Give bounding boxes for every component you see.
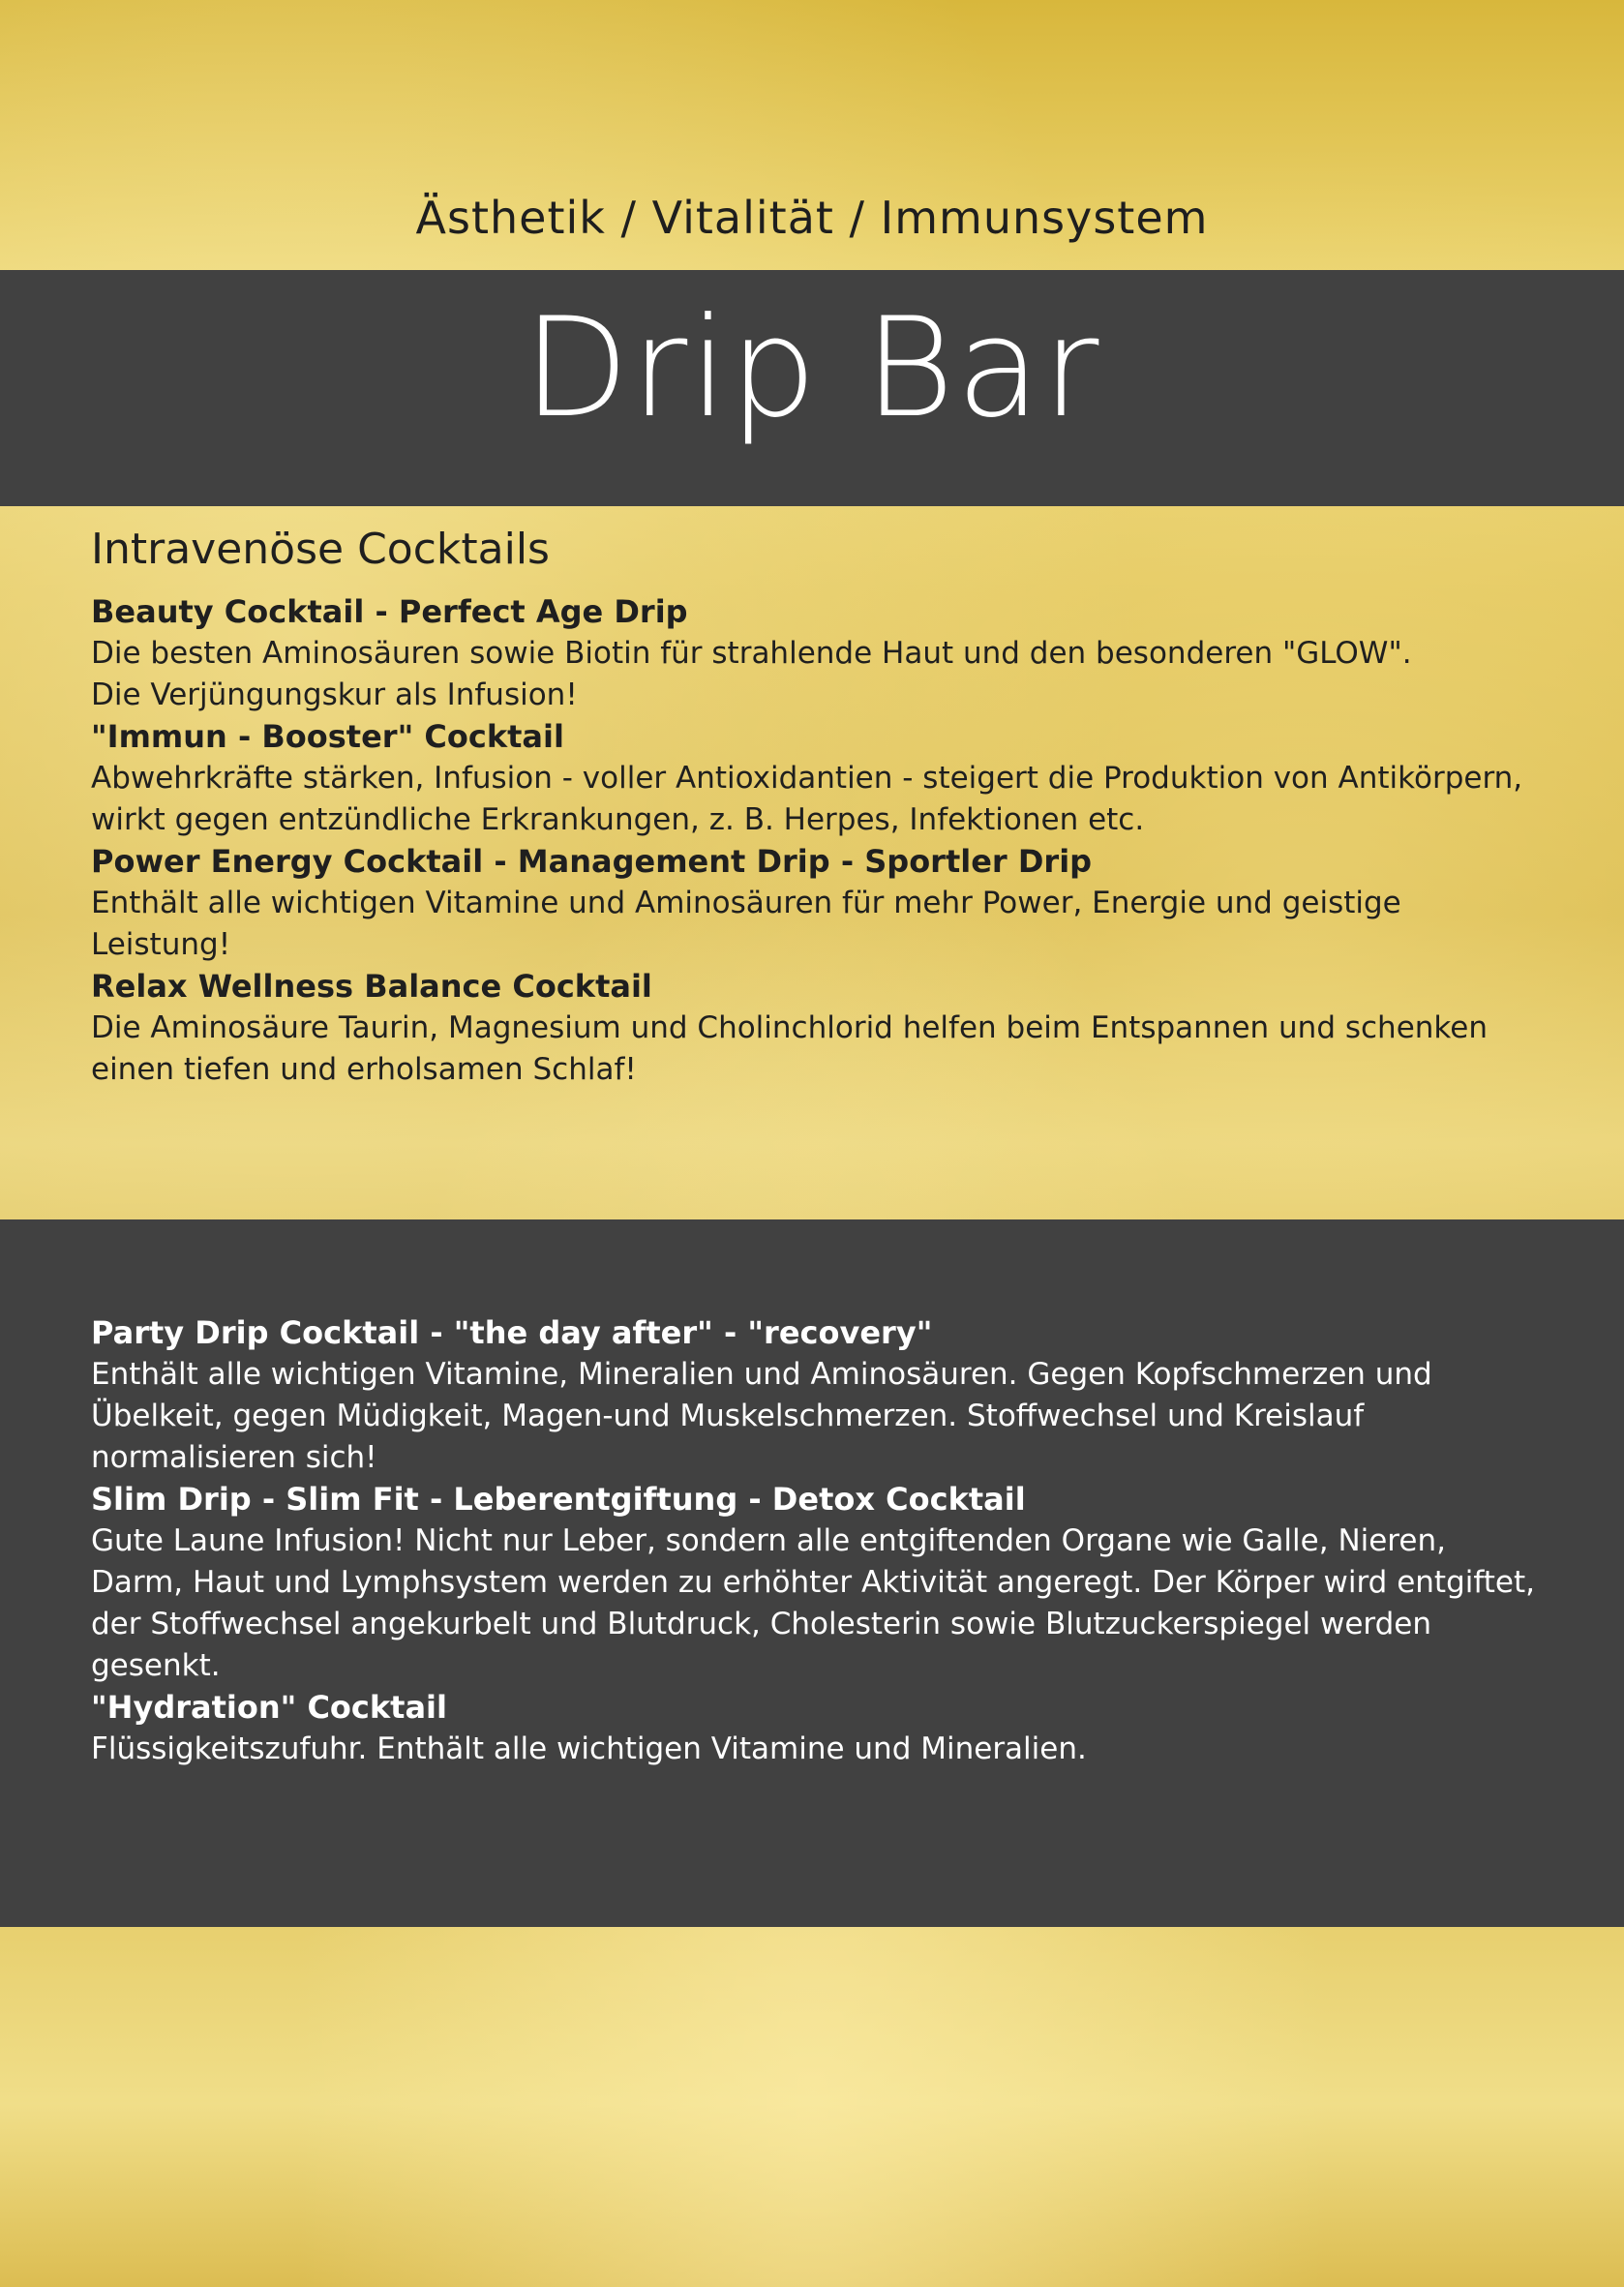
intravenous-cocktails-section: [91, 525, 1543, 1091]
cocktail-description-line: Gute Laune Infusion! Nicht nur Leber, sondern alle entgiftenden Organe wie Galle, Nieren,: [91, 1523, 1446, 1558]
cocktail-description-line: Enthält alle wichtigen Vitamine und Aminosäuren für mehr Power, Energie und geistige Leistung!: [91, 886, 1401, 962]
cocktail-title: "Hydration" Cocktail: [91, 1689, 447, 1726]
cocktail-description-line: einen tiefen und erholsamen Schlaf!: [91, 1052, 637, 1087]
section-heading: Intravenöse Cocktails: [91, 525, 550, 574]
cocktail-title: "Immun - Booster" Cocktail: [91, 718, 564, 755]
cocktail-item-power-energy: [91, 841, 1543, 966]
cocktail-description-line: Darm, Haut und Lymphsystem werden zu erhöhter Aktivität angeregt. Der Körper wird entgiftet,: [91, 1565, 1535, 1600]
cocktail-description-line: Flüssigkeitszufuhr. Enthält alle wichtigen Vitamine und Mineralien.: [91, 1731, 1087, 1766]
cocktail-description-line: Übelkeit, gegen Müdigkeit, Magen-und Muskelschmerzen. Stoffwechsel und Kreislauf: [91, 1399, 1365, 1433]
cocktail-item-immun-booster: [91, 716, 1543, 841]
cocktail-description-line: Die besten Aminosäuren sowie Biotin für strahlende Haut und den besonderen "GLOW".: [91, 636, 1412, 671]
cocktail-title: Party Drip Cocktail - "the day after" - "recovery": [91, 1314, 933, 1351]
cocktail-description-line: Abwehrkräfte stärken, Infusion - voller Antioxidantien - steigert die Produktion von Antikörpern,: [91, 761, 1523, 796]
cocktail-item-slim-drip: [91, 1479, 1543, 1687]
page-subtitle: Ästhetik / Vitalität / Immunsystem: [415, 192, 1209, 244]
cocktail-title: Beauty Cocktail - Perfect Age Drip: [91, 593, 688, 630]
cocktail-description-line: Die Verjüngungskur als Infusion!: [91, 677, 578, 712]
cocktail-item-beauty: [91, 591, 1543, 716]
cocktail-item-party-drip: [91, 1312, 1543, 1479]
page-title: Drip Bar: [523, 288, 1101, 448]
cocktail-description-line: wirkt gegen entzündliche Erkrankungen, z. B. Herpes, Infektionen etc.: [91, 802, 1145, 837]
cocktail-title: Power Energy Cocktail - Management Drip - Sportler Drip: [91, 843, 1093, 880]
cocktail-item-relax-wellness: [91, 966, 1543, 1091]
cocktail-title: Slim Drip - Slim Fit - Leberentgiftung - Detox Cocktail: [91, 1481, 1026, 1518]
cocktail-description-line: Die Aminosäure Taurin, Magnesium und Cholinchlorid helfen beim Entspannen und schenken: [91, 1010, 1488, 1045]
cocktail-title: Relax Wellness Balance Cocktail: [91, 968, 652, 1005]
more-cocktails-section: [91, 1312, 1543, 1770]
cocktail-description-line: normalisieren sich!: [91, 1440, 377, 1475]
cocktail-description-line: der Stoffwechsel angekurbelt und Blutdruck, Cholesterin sowie Blutzuckerspiegel werden gesenkt.: [91, 1607, 1432, 1683]
cocktail-description-line: Enthält alle wichtigen Vitamine, Mineralien und Aminosäuren. Gegen Kopfschmerzen und: [91, 1357, 1432, 1392]
cocktail-item-hydration: [91, 1687, 1543, 1770]
